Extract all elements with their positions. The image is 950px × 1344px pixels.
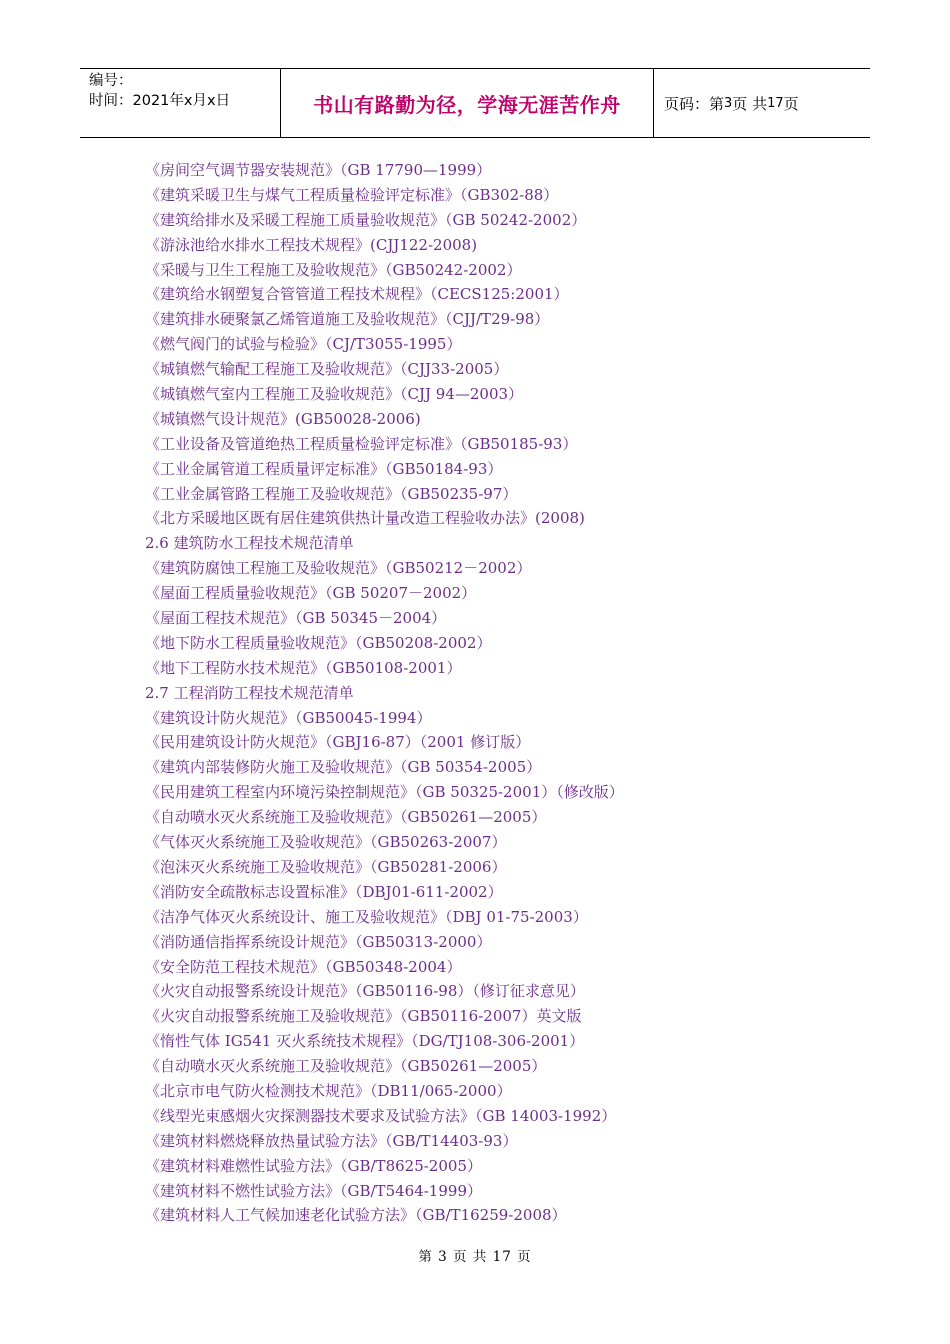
list-item: 《北京市电气防火检测技术规范》（DB11/065-2000） xyxy=(145,1081,512,1100)
list-item: 《城镇燃气输配工程施工及验收规范》（CJJ33-2005） xyxy=(145,360,509,379)
list-item: 《气体灭火系统施工及验收规范》（GB50263-2007） xyxy=(145,833,507,852)
header-motto: 书山有路勤为径，学海无涯苦作舟 xyxy=(281,69,654,137)
list-item: 《城镇燃气室内工程施工及验收规范》（CJJ 94—2003） xyxy=(145,385,524,404)
list-item: 《消防安全疏散标志设置标准》（DBJ01-611-2002） xyxy=(145,882,503,901)
list-item: 《线型光束感烟火灾探测器技术要求及试验方法》（GB 14003-1992） xyxy=(145,1106,617,1125)
page-footer: 第 3 页 共 17 页 xyxy=(418,1249,532,1265)
list-item: 《建筑采暖卫生与煤气工程质量检验评定标准》（GB302-88） xyxy=(145,185,559,204)
list-item: 《游泳池给水排水工程技术规程》(CJJ122-2008) xyxy=(145,235,478,254)
list-item: 《民用建筑设计防火规范》（GBJ16-87）（2001 修订版） xyxy=(145,733,531,752)
list-item: 《洁净气体灭火系统设计、施工及验收规范》（DBJ 01-75-2003） xyxy=(145,907,588,926)
list-item: 《消防通信指挥系统设计规范》（GB50313-2000） xyxy=(145,932,492,951)
section-heading: 2.6 建筑防水工程技术规范清单 xyxy=(145,534,354,553)
list-item: 《工业金属管道工程质量评定标准》（GB50184-93） xyxy=(145,459,503,478)
list-item: 《燃气阀门的试验与检验》（CJ/T3055-1995） xyxy=(145,335,462,354)
list-item: 《自动喷水灭火系统施工及验收规范》（GB50261—2005） xyxy=(145,808,547,827)
section-heading: 2.7 工程消防工程技术规范清单 xyxy=(145,683,354,702)
list-item: 《地下工程防水技术规范》（GB50108-2001） xyxy=(145,658,462,677)
list-item: 《建筑设计防火规范》（GB50045-1994） xyxy=(145,708,432,727)
document-date: 时间：2021年x月x日 xyxy=(89,93,231,109)
header-page-number xyxy=(654,69,870,137)
list-item: 《建筑排水硬聚氯乙烯管道施工及验收规范》（CJJ/T29-98） xyxy=(145,310,550,329)
list-item: 《火灾自动报警系统施工及验收规范》（GB50116-2007）英文版 xyxy=(145,1007,582,1026)
list-item: 《建筑材料燃烧释放热量试验方法》（GB/T14403-93） xyxy=(145,1131,518,1150)
page-prefix: 页码：第 xyxy=(664,94,725,113)
list-item: 《北方采暖地区既有居住建筑供热计量改造工程验收办法》(2008) xyxy=(145,509,585,528)
list-item: 《自动喷水灭火系统施工及验收规范》（GB50261—2005） xyxy=(145,1057,547,1076)
list-item: 《房间空气调节器安装规范》（GB 17790—1999） xyxy=(145,161,492,179)
list-item: 《惰性气体 IG541 灭火系统技术规程》（DG/TJ108-306-2001） xyxy=(145,1032,585,1051)
list-item: 《屋面工程技术规范》（GB 50345－2004） xyxy=(145,609,447,628)
list-item: 《建筑材料人工气候加速老化试验方法》（GB/T16259-2008） xyxy=(145,1206,567,1225)
page-mid: 页 共 xyxy=(732,94,768,113)
list-item: 《采暖与卫生工程施工及验收规范》（GB50242-2002） xyxy=(145,260,522,279)
list-item: 《安全防范工程技术规范》（GB50348-2004） xyxy=(145,957,462,976)
list-item: 《建筑材料不燃性试验方法》（GB/T5464-1999） xyxy=(145,1181,482,1200)
list-item: 《建筑给排水及采暖工程施工质量验收规范》（GB 50242-2002） xyxy=(145,210,587,229)
list-item: 《泡沫灭火系统施工及验收规范》（GB50281-2006） xyxy=(145,857,507,876)
standards-list xyxy=(145,158,845,1228)
list-item: 《城镇燃气设计规范》(GB50028-2006) xyxy=(145,409,421,428)
list-item: 《民用建筑工程室内环境污染控制规范》（GB 50325-2001）（修改版） xyxy=(145,783,624,802)
list-item: 《工业设备及管道绝热工程质量检验评定标准》（GB50185-93） xyxy=(145,434,578,453)
list-item: 《屋面工程质量验收规范》（GB 50207－2002） xyxy=(145,584,477,603)
list-item: 《建筑给水钢塑复合管管道工程技术规程》（CECS125:2001） xyxy=(145,285,569,304)
list-item: 《地下防水工程质量验收规范》（GB50208-2002） xyxy=(145,633,492,652)
list-item: 《建筑材料难燃性试验方法》（GB/T8625-2005） xyxy=(145,1156,482,1175)
header-meta xyxy=(80,69,281,137)
page-suffix: 页 xyxy=(783,94,799,113)
page-current: 3 xyxy=(724,95,733,111)
document-number-label: 编号： xyxy=(89,73,133,89)
page-header xyxy=(80,68,870,138)
list-item: 《建筑内部装修防火施工及验收规范》（GB 50354-2005） xyxy=(145,758,542,777)
list-item: 《建筑防腐蚀工程施工及验收规范》（GB50212－2002） xyxy=(145,559,532,578)
list-item: 《火灾自动报警系统设计规范》（GB50116-98）（修订征求意见） xyxy=(145,982,585,1001)
page-total: 17 xyxy=(767,95,784,111)
list-item: 《工业金属管路工程施工及验收规范》（GB50235-97） xyxy=(145,484,518,503)
